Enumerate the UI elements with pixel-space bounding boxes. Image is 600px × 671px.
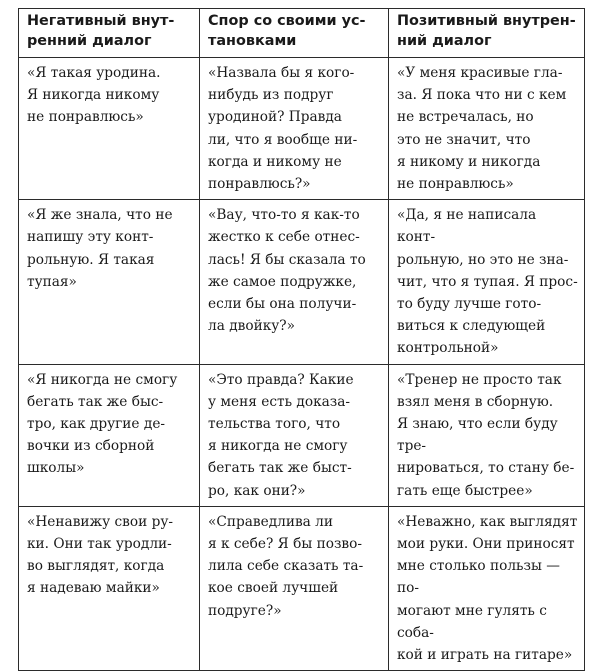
table-row [19, 58, 585, 200]
dispute-cell: «Вау, что-то я как-то жестко к себе отнес- лась! Я бы сказала то же самое подружке, если бы она получи- ла двойку?» [200, 200, 389, 364]
table-row [19, 506, 585, 670]
positive-cell: «Тренер не просто так взял меня в сборную. Я знаю, что если буду тре- нироваться, то стану бе- гать еще быстрее» [389, 364, 585, 506]
positive-cell: «Неважно, как выглядят мои руки. Они приносят мне столько пользы — по- могают мне гулять с соба- кой и играть на гитаре» [389, 506, 585, 670]
negative-cell: «Я такая уродина. Я никогда никому не понравлюсь» [19, 58, 200, 200]
negative-cell: «Я никогда не смогу бегать так же быс- тро, как другие де- вочки из сборной школы» [19, 364, 200, 506]
negative-cell: «Ненавижу свои ру- ки. Они так уродли- во выглядят, когда я надеваю майки» [19, 506, 200, 670]
header-positive-dialogue: Позитивный внутрен- ний диалог [389, 9, 585, 58]
header-negative-dialogue: Негативный внут- ренний диалог [19, 9, 200, 58]
dispute-cell: «Назвала бы я кого- нибудь из подруг уродиной? Правда ли, что я вообще ни- когда и никому не понравлюсь?» [200, 58, 389, 200]
positive-cell: «У меня красивые гла- за. Я пока что ни с кем не встречалась, но это не значит, что я никому и никогда не понравлюсь» [389, 58, 585, 200]
table-row [19, 200, 585, 364]
negative-cell: «Я же знала, что не напишу эту конт- рольную. Я такая тупая» [19, 200, 200, 364]
dispute-cell: «Справедлива ли я к себе? Я бы позво- лила себе сказать та- кое своей лучшей подруге?» [200, 506, 389, 670]
table-row [19, 364, 585, 506]
inner-dialogue-table [18, 8, 585, 671]
dispute-cell: «Это правда? Какие у меня есть доказа- тельства того, что я никогда не смогу бегать так же быст- ро, как они?» [200, 364, 389, 506]
table-header-row [19, 9, 585, 58]
positive-cell: «Да, я не написала конт- рольную, но это не зна- чит, что я тупая. Я прос- то буду лучше гото- виться к следующей контрольной» [389, 200, 585, 364]
header-dispute-beliefs: Спор со своими ус- тановками [200, 9, 389, 58]
